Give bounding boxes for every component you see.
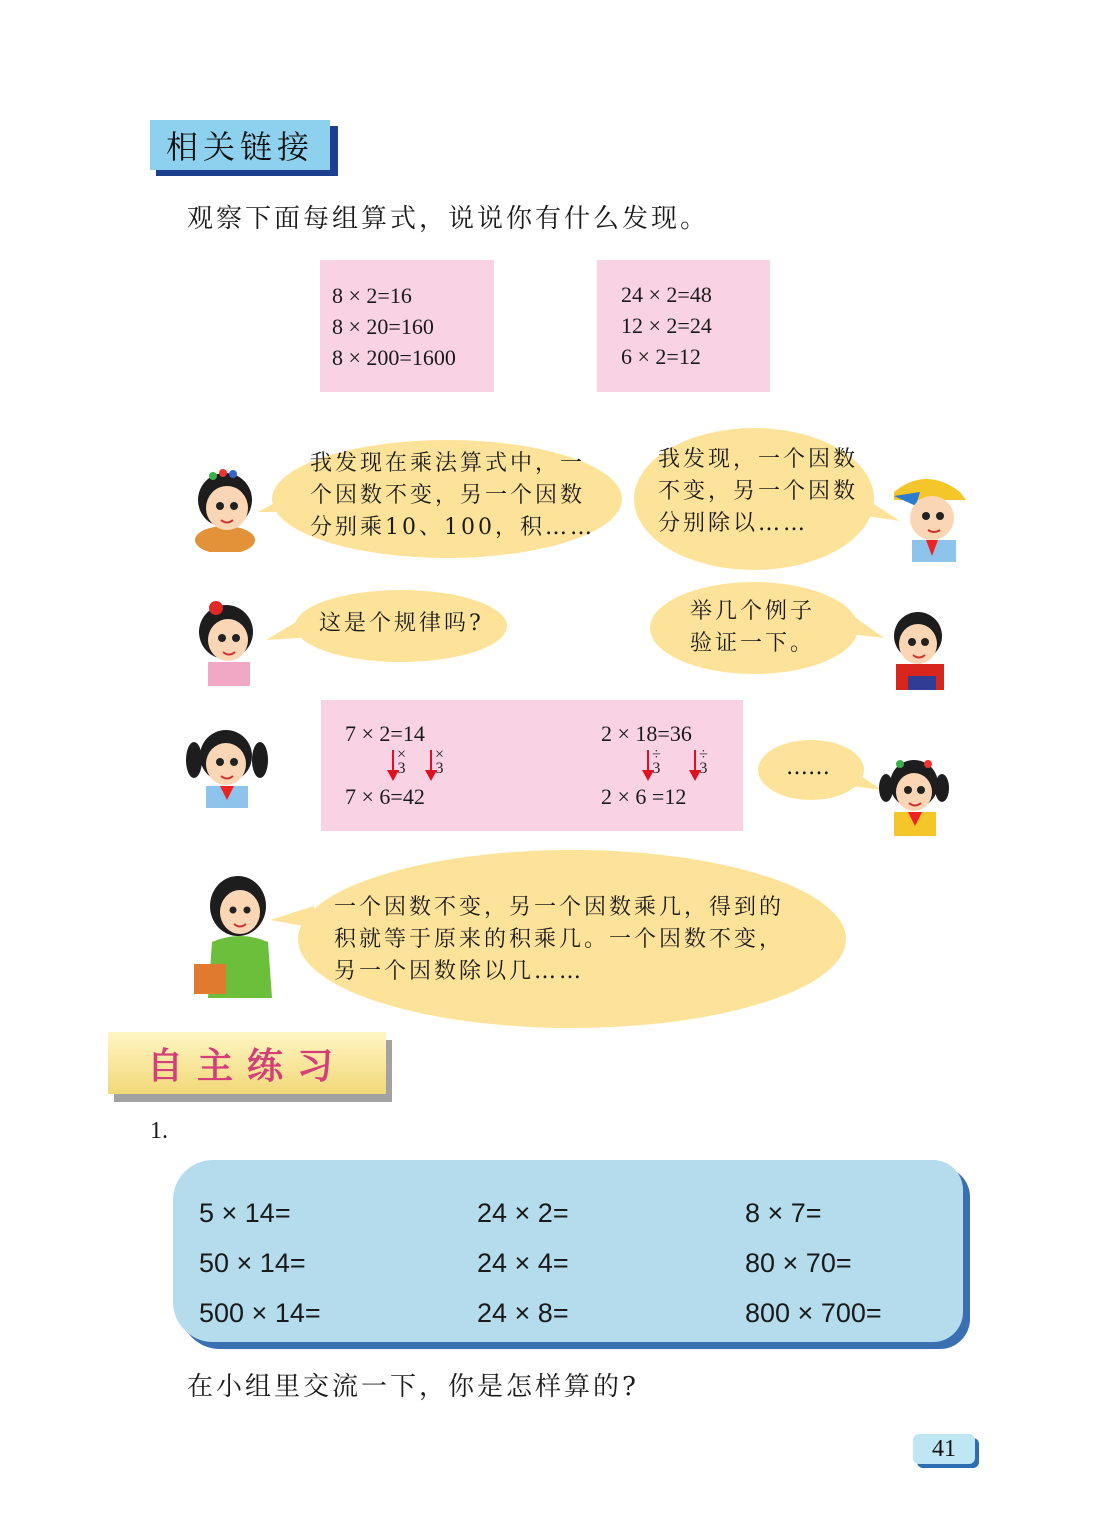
example-right-bottom: 2 × 6 =12 — [601, 784, 687, 809]
equation-line: 12 × 2=24 — [621, 313, 712, 338]
speech-bubble-boy-1 — [634, 428, 874, 570]
operation-label: ÷ — [699, 746, 708, 763]
exercise-item: 8 × 7= — [745, 1198, 822, 1228]
speech-bubble-teacher — [298, 850, 846, 1028]
equation-box-1 — [320, 260, 494, 392]
bubble-line: 个因数不变，另一个因数 — [310, 483, 586, 508]
speech-bubble-girl-2 — [295, 590, 507, 662]
teacher-illustration — [190, 872, 286, 1002]
exercise-item: 24 × 4= — [477, 1248, 569, 1278]
equation-box-2 — [597, 260, 770, 392]
operation-number: 3 — [699, 760, 708, 777]
exercise-item: 80 × 70= — [745, 1248, 852, 1278]
speech-bubble-girl-3 — [758, 740, 864, 800]
practice-title: 自主练习 — [108, 1032, 386, 1094]
equation-line: 6 × 2=12 — [621, 344, 701, 369]
example-right-top: 2 × 18=36 — [601, 721, 692, 746]
speech-bubble-boy-2 — [650, 582, 858, 674]
exercise-item: 500 × 14= — [199, 1298, 321, 1328]
bubble-line: 积就等于原来的积乘几。一个因数不变， — [334, 927, 785, 952]
bubble-line: 分别除以…… — [658, 511, 809, 536]
exercise-item: 800 × 700= — [745, 1298, 882, 1328]
bubble-line: 分别乘10、100，积…… — [310, 515, 595, 540]
section-title: 相关链接 — [150, 120, 330, 170]
bubble-line: 这是个规律吗? — [319, 611, 484, 636]
bubble-line: 不变，另一个因数 — [658, 479, 859, 504]
speech-bubble-girl-1 — [272, 440, 622, 558]
operation-label: × — [397, 746, 407, 763]
bubble-line: 验证一下。 — [690, 631, 816, 656]
discussion-prompt: 在小组里交流一下，你是怎样算的? — [187, 1372, 639, 1402]
bubble-line: 我发现在乘法算式中，一 — [310, 451, 586, 476]
boy-student-1-illustration — [886, 470, 968, 562]
example-box — [321, 700, 743, 831]
operation-number: 3 — [397, 760, 406, 777]
bubble-line: …… — [786, 755, 830, 780]
exercise-number: 1. — [150, 1118, 168, 1144]
page-number: 41 — [913, 1434, 975, 1464]
intro-text: 观察下面每组算式，说说你有什么发现。 — [187, 204, 710, 234]
equation-line: 8 × 2=16 — [332, 283, 412, 308]
girl-student-2-illustration — [186, 596, 266, 688]
boy-student-2-illustration — [878, 604, 950, 692]
exercise-panel — [173, 1160, 963, 1342]
operation-label: ÷ — [652, 746, 661, 763]
operation-number: 3 — [435, 760, 444, 777]
bubble-line: 一个因数不变，另一个因数乘几，得到的 — [334, 895, 785, 920]
exercise-item: 24 × 2= — [477, 1198, 569, 1228]
example-left-bottom: 7 × 6=42 — [345, 784, 425, 809]
exercise-item: 50 × 14= — [199, 1248, 306, 1278]
girl-student-4-illustration — [876, 752, 950, 838]
bubble-line: 我发现，一个因数 — [658, 447, 859, 472]
exercise-item: 24 × 8= — [477, 1298, 569, 1328]
operation-label: × — [435, 746, 445, 763]
operation-number: 3 — [652, 760, 661, 777]
equation-line: 8 × 200=1600 — [332, 345, 456, 370]
exercise-item: 5 × 14= — [199, 1198, 291, 1228]
equation-line: 24 × 2=48 — [621, 282, 712, 307]
example-left-top: 7 × 2=14 — [345, 721, 425, 746]
equation-line: 8 × 20=160 — [332, 314, 434, 339]
girl-student-3-illustration — [184, 720, 270, 810]
bubble-line: 另一个因数除以几…… — [334, 959, 585, 984]
bubble-line: 举几个例子 — [690, 599, 816, 624]
